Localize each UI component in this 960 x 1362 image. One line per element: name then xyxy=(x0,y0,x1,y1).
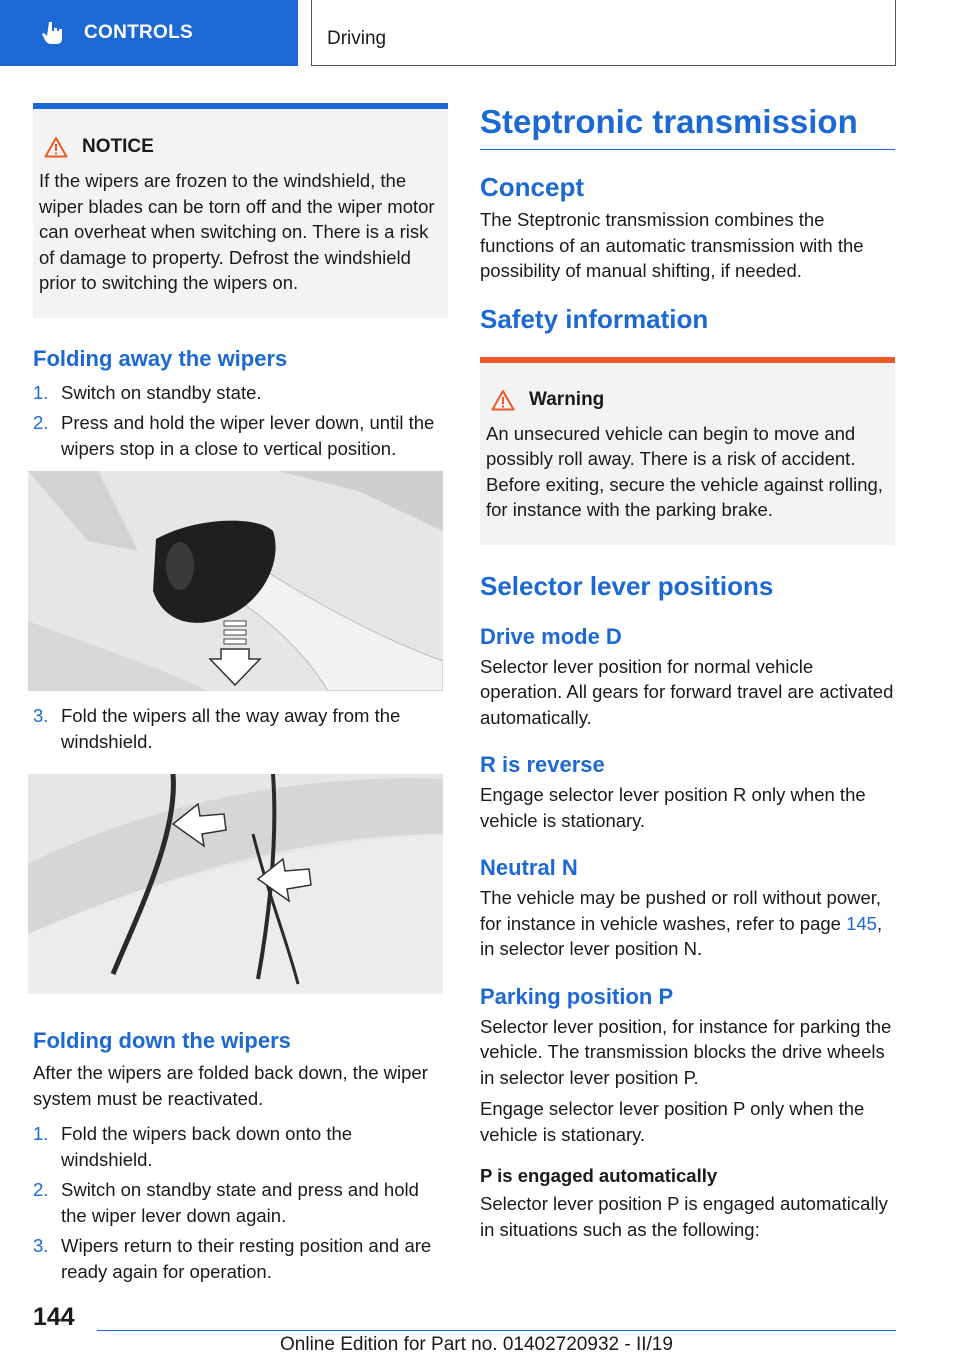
step-text: Press and hold the wiper lever down, until the wipers stop in a close to vertical position. xyxy=(61,412,435,459)
step-text: Switch on standby state and press and hold the wiper lever down again. xyxy=(61,1179,419,1226)
footer-edition: Online Edition for Part no. 01402720932 - II/19 xyxy=(280,1334,673,1355)
parking-heading: Parking position P xyxy=(480,983,674,1009)
section-label: CONTROLS xyxy=(84,22,194,43)
list-item xyxy=(33,1121,448,1172)
left-column xyxy=(33,103,448,1289)
drive-mode-text: Selector lever position for normal vehicle operation. All gears for forward travel are activated automatically. xyxy=(480,655,894,728)
step-number: 2. xyxy=(33,412,49,433)
list-item xyxy=(33,410,448,461)
step-text: Fold the wipers all the way away from the windshield. xyxy=(61,705,401,752)
safety-heading: Safety information xyxy=(480,303,709,334)
list-item xyxy=(33,703,448,754)
notice-title-text: NOTICE xyxy=(82,136,154,157)
warning-title-text: Warning xyxy=(529,388,605,410)
folding-down-intro: After the wipers are folded back down, the wiper system must be reactivated. xyxy=(33,1062,428,1109)
notice-box xyxy=(33,103,448,318)
step-number: 3. xyxy=(33,1235,49,1256)
folding-away-steps-cont xyxy=(33,703,448,754)
notice-text: If the wipers are frozen to the windshield, the wiper blades can be torn off and the wiper motor can overheat when switching on. There is a risk of damage to property. Defrost the windshield prior to switching the wipers on. xyxy=(39,170,435,293)
warning-title xyxy=(486,389,889,411)
step-number: 1. xyxy=(33,381,49,403)
neutral-text-b: , in selector lever position N. xyxy=(480,912,883,959)
parking-text-1: Selector lever position, for instance for parking the vehicle. The transmission blocks the drive wheels in selector lever position P. xyxy=(480,1015,892,1088)
warning-box xyxy=(480,357,895,545)
wipers-folded-illustration xyxy=(28,774,443,994)
folding-down-steps xyxy=(33,1121,448,1284)
warning-text: An unsecured vehicle can begin to move and possibly roll away. There is a risk of accident. Before exiting, secure the vehicle against rolling, for instance with the parking brake. xyxy=(486,422,883,520)
neutral-text xyxy=(480,885,895,962)
neutral-heading: Neutral N xyxy=(480,855,578,880)
step-number: 3. xyxy=(33,705,49,726)
warning-triangle-icon xyxy=(491,389,515,411)
neutral-text-a: The vehicle may be pushed or roll without power, for instance in vehicle washes, refer to page xyxy=(480,887,882,934)
footer-divider xyxy=(97,1330,896,1331)
chapter-title: Driving xyxy=(311,0,896,66)
step-text: Wipers return to their resting position and are ready again for operation. xyxy=(61,1235,432,1282)
concept-heading: Concept xyxy=(480,172,584,202)
warning-triangle-icon xyxy=(44,136,68,158)
step-text: Switch on standby state. xyxy=(61,381,262,403)
step-text: Fold the wipers back down onto the windshield. xyxy=(61,1123,353,1170)
step-number: 1. xyxy=(33,1123,49,1144)
parking-text-2: Engage selector lever position P only when the vehicle is stationary. xyxy=(480,1098,865,1145)
list-item xyxy=(33,1177,448,1228)
step-number: 2. xyxy=(33,1179,49,1200)
right-column xyxy=(480,103,895,1242)
p-auto-heading: P is engaged automatically xyxy=(480,1165,718,1186)
p-auto-text: Selector lever position P is engaged automatically in situations such as the following: xyxy=(480,1193,888,1240)
drive-mode-heading: Drive mode D xyxy=(480,623,622,649)
reverse-heading: R is reverse xyxy=(480,752,605,777)
selector-heading: Selector lever positions xyxy=(480,570,774,601)
list-item xyxy=(33,380,448,406)
folding-away-steps xyxy=(33,380,448,462)
page-link[interactable]: 145 xyxy=(846,912,877,934)
section-tab-controls[interactable] xyxy=(0,0,298,66)
concept-text: The Steptronic transmission combines the functions of an automatic transmission with the possibility of manual shifting, if needed. xyxy=(480,209,864,281)
hand-pointer-icon xyxy=(40,20,66,46)
wiper-lever-illustration xyxy=(28,471,443,691)
notice-title xyxy=(39,136,442,158)
folding-away-heading: Folding away the wipers xyxy=(33,345,288,371)
page-title: Steptronic transmission xyxy=(480,103,895,150)
folding-down-heading: Folding down the wipers xyxy=(33,1028,291,1053)
list-item xyxy=(33,1233,448,1284)
wiper-lever-figure xyxy=(28,471,443,691)
page-number: 144 xyxy=(33,1303,75,1331)
reverse-text: Engage selector lever position R only when the vehicle is stationary. xyxy=(480,784,866,831)
wipers-folded-figure xyxy=(28,774,443,994)
